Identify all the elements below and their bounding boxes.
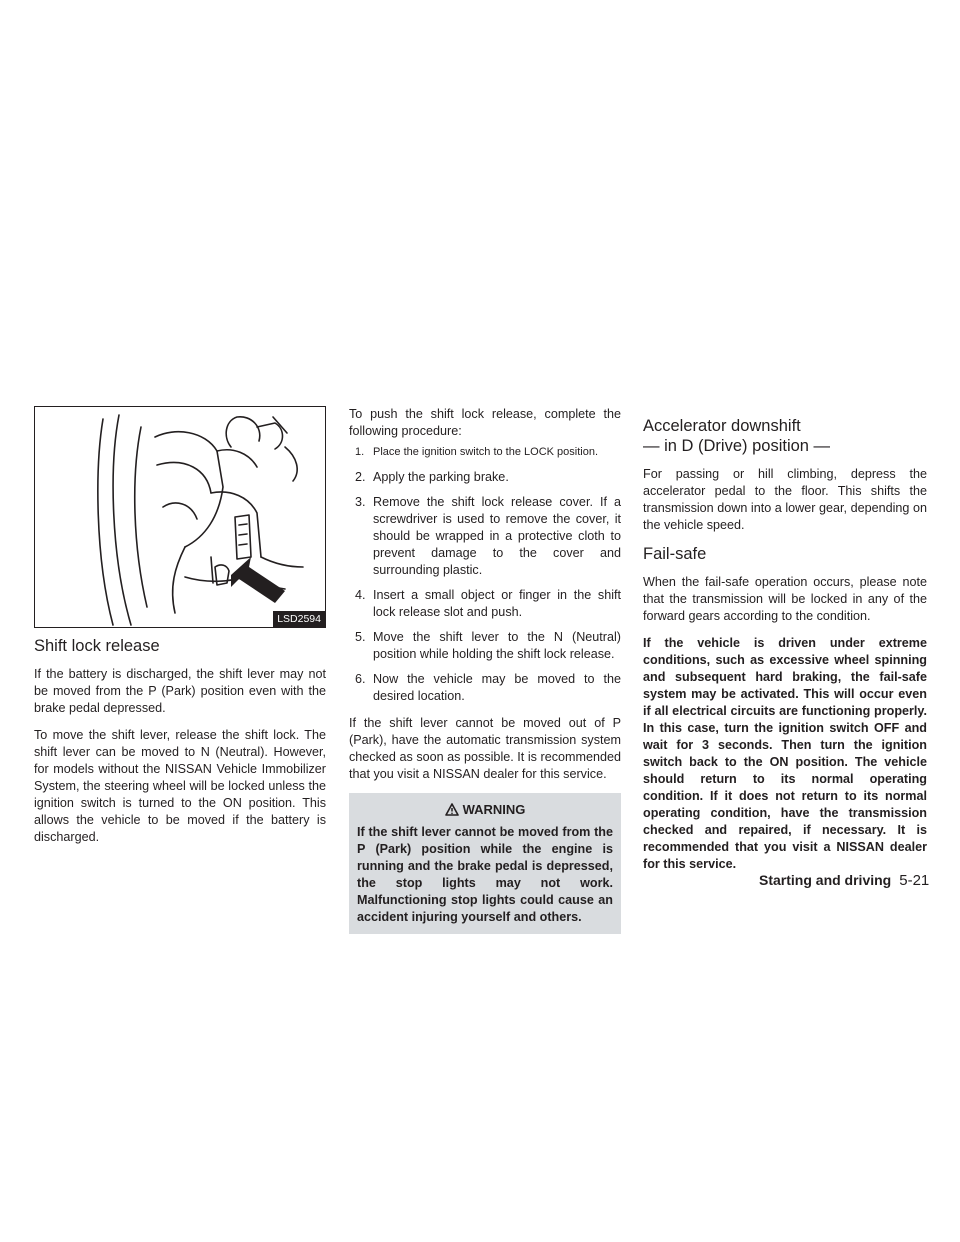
- procedure-step: 5. Move the shift lever to the N (Neutral) position while holding the shift lock release.: [355, 630, 621, 661]
- failsafe-heading: Fail-safe: [643, 545, 707, 563]
- warning-header: [357, 801, 613, 818]
- shift-lock-heading: Shift lock release: [34, 637, 160, 655]
- warning-text: If the shift lever cannot be moved from the P (Park) position while the engine is running and the brake pedal is depressed, the stop lights may not work. Malfunctioning stop lights could cause an accident injuring yourself and others.: [357, 825, 613, 924]
- downshift-text: For passing or hill climbing, depress the accelerator pedal to the floor. This shifts the transmission down into a lower gear, depending on the vehicle speed.: [643, 467, 927, 532]
- page-number: 5-21: [899, 872, 930, 889]
- procedure-step: 1. Place the ignition switch to the LOCK position.: [355, 446, 599, 458]
- figure-label: LSD2594: [273, 611, 325, 627]
- shift-lock-para-2: To move the shift lever, release the shift lock. The shift lever can be moved to N (Neutral). However, for models without the NISSAN Vehicle Immobilizer System, the steering wheel will be locked unless the ignition switch is turned to the ON position. This allows the vehicle to be moved if the battery is discharged.: [34, 728, 326, 844]
- procedure-step: 3. Remove the shift lock release cover. If a screwdriver is used to remove the cover, it should be wrapped in a protective cloth to prevent damage to the cover and surrounding plastic.: [355, 495, 621, 577]
- column-left: [34, 406, 326, 856]
- procedure-step: 4. Insert a small object or finger in the shift lock release slot and push.: [355, 588, 621, 619]
- downshift-heading: Accelerator downshift — in D (Drive) position —: [643, 417, 831, 455]
- failsafe-para-2: If the vehicle is driven under extreme conditions, such as excessive wheel spinning and subsequent hard braking, the fail-safe system may be activated. This will occur even if all electrical circuits are functioning properly. In this case, turn the ignition switch OFF and wait for 3 seconds. Then turn the ignition switch back to the ON position. The vehicle should return to its normal operating condition. If it does not return to its normal operating condition, have the transmission checked and repaired, if necessary. It is recommended that you visit a NISSAN dealer for this service.: [643, 636, 927, 871]
- page-footer: [759, 872, 929, 889]
- procedure-step: 6. Now the vehicle may be moved to the desired location.: [355, 672, 621, 703]
- failsafe-para-1: When the fail-safe operation occurs, please note that the transmission will be locked in any of the forward gears according to the condition.: [643, 575, 927, 623]
- warning-box: [349, 793, 621, 934]
- procedure-steps: [349, 444, 621, 705]
- procedure-step: 2. Apply the parking brake.: [355, 470, 509, 484]
- column-middle: [349, 406, 621, 934]
- warning-triangle-icon: [445, 803, 459, 816]
- procedure-intro: To push the shift lock release, complete the following procedure:: [349, 407, 621, 438]
- shift-lock-para-1: If the battery is discharged, the shift lever may not be moved from the P (Park) position even with the brake pedal depressed.: [34, 667, 326, 715]
- footer-section: Starting and driving: [759, 872, 892, 888]
- procedure-after: If the shift lever cannot be moved out of P (Park), have the automatic transmission system checked as soon as possible. It is recommended that you visit a NISSAN dealer for this service.: [349, 716, 621, 781]
- shift-lock-figure: [34, 406, 326, 628]
- shift-lock-illustration: [35, 407, 325, 627]
- column-right: [643, 406, 927, 883]
- warning-title: WARNING: [462, 802, 526, 817]
